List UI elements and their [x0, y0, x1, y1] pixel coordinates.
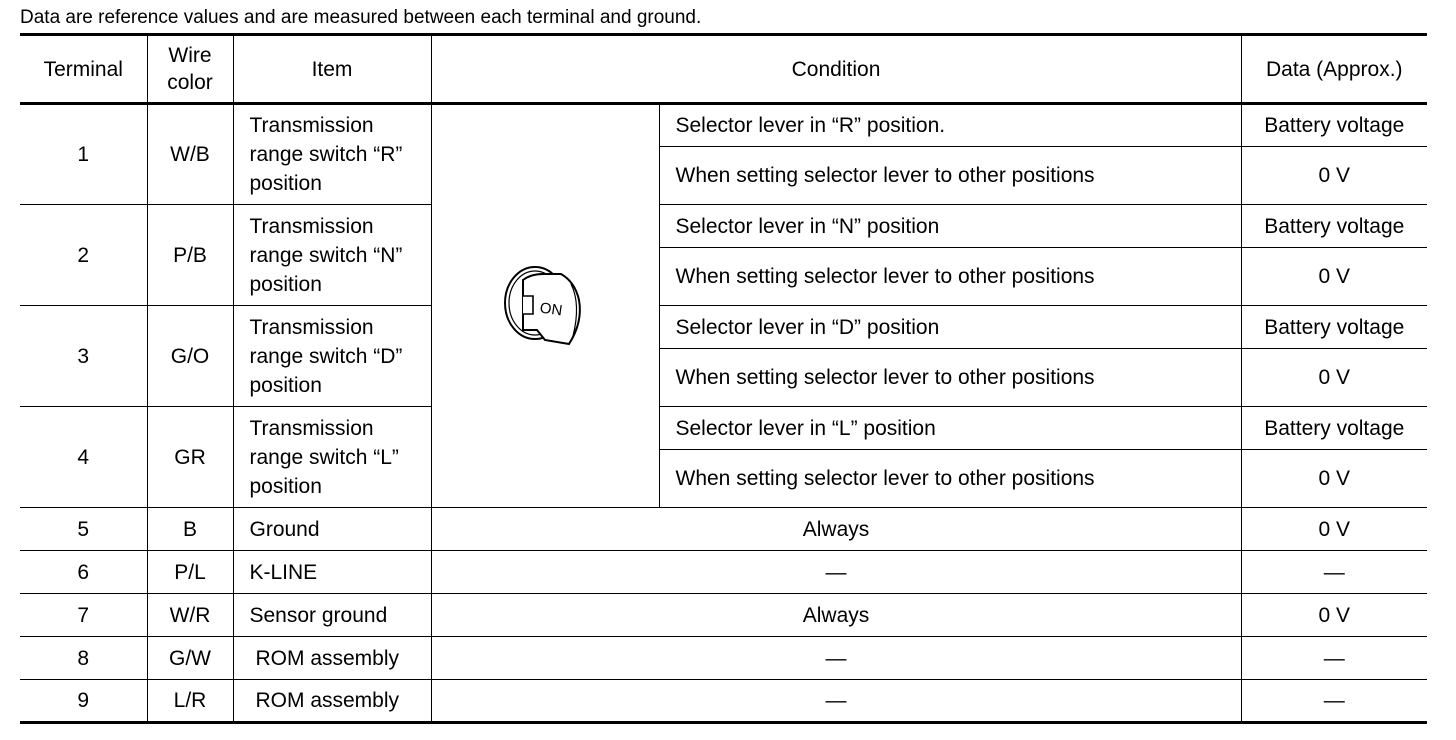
- item-line: Transmission: [249, 416, 374, 440]
- item-line: range switch “R”: [249, 143, 403, 166]
- item-line: position: [249, 474, 322, 498]
- condition-cell: —: [431, 637, 1241, 680]
- data-cell: 0 V: [1241, 594, 1427, 637]
- data-cell: Battery voltage: [1241, 306, 1427, 349]
- condition-cell: —: [431, 680, 1241, 723]
- item-cell: [233, 104, 431, 205]
- item-line: range switch “L”: [249, 445, 399, 469]
- table-row: [20, 680, 1427, 723]
- terminal-cell: 2: [20, 205, 147, 306]
- terminal-cell: 7: [20, 594, 147, 637]
- item-cell: [233, 306, 431, 407]
- item-line: position: [249, 373, 322, 397]
- item-line: range switch “D”: [249, 344, 403, 368]
- terminal-cell: 6: [20, 551, 147, 594]
- condition-cell: When setting selector lever to other positions: [659, 248, 1241, 306]
- condition-cell: Selector lever in “R” position.: [659, 104, 1241, 147]
- condition-cell: —: [431, 551, 1241, 594]
- item-line: Transmission: [249, 315, 374, 339]
- header-item: Item: [233, 35, 431, 104]
- terminal-cell: 8: [20, 637, 147, 680]
- data-cell: 0 V: [1241, 508, 1427, 551]
- table-row: [20, 407, 1427, 450]
- terminal-data-table: [20, 33, 1427, 724]
- item-line: position: [249, 172, 322, 195]
- terminal-cell: 4: [20, 407, 147, 508]
- condition-cell: When setting selector lever to other positions: [659, 450, 1241, 508]
- data-cell: —: [1241, 551, 1427, 594]
- header-wire-color-line2: color: [167, 71, 213, 94]
- item-line: Transmission: [249, 214, 374, 238]
- wire-color-cell: P/B: [147, 205, 233, 306]
- item-cell: K-LINE: [233, 551, 431, 594]
- wire-color-cell: G/O: [147, 306, 233, 407]
- ignition-key-cell: [431, 104, 659, 508]
- item-cell: [233, 205, 431, 306]
- item-line: Transmission: [249, 114, 374, 137]
- condition-cell: Selector lever in “L” position: [659, 407, 1241, 450]
- wire-color-cell: W/R: [147, 594, 233, 637]
- condition-cell: When setting selector lever to other positions: [659, 349, 1241, 407]
- data-cell: Battery voltage: [1241, 407, 1427, 450]
- item-cell: [233, 407, 431, 508]
- header-wire-color: [147, 35, 233, 104]
- condition-cell: Always: [431, 594, 1241, 637]
- terminal-cell: 1: [20, 104, 147, 205]
- table-row: [20, 594, 1427, 637]
- ignition-key-on-icon: [499, 260, 591, 352]
- table-caption: Data are reference values and are measured between each terminal and ground.: [20, 7, 702, 28]
- header-condition: Condition: [431, 35, 1241, 104]
- item-cell: Sensor ground: [233, 594, 431, 637]
- data-cell: 0 V: [1241, 450, 1427, 508]
- item-cell: Ground: [233, 508, 431, 551]
- header-data: Data (Approx.): [1241, 35, 1427, 104]
- wire-color-cell: GR: [147, 407, 233, 508]
- condition-cell: Always: [431, 508, 1241, 551]
- data-cell: 0 V: [1241, 248, 1427, 306]
- wire-color-cell: W/B: [147, 104, 233, 205]
- terminal-cell: 5: [20, 508, 147, 551]
- data-cell: —: [1241, 680, 1427, 723]
- data-cell: 0 V: [1241, 147, 1427, 205]
- table-row: [20, 205, 1427, 248]
- wire-color-cell: B: [147, 508, 233, 551]
- header-row: [20, 35, 1427, 104]
- header-terminal: Terminal: [20, 35, 147, 104]
- table-row: [20, 637, 1427, 680]
- table-row: [20, 306, 1427, 349]
- wire-color-cell: P/L: [147, 551, 233, 594]
- terminal-cell: 9: [20, 680, 147, 723]
- item-line: position: [249, 272, 322, 296]
- data-cell: —: [1241, 637, 1427, 680]
- terminal-cell: 3: [20, 306, 147, 407]
- key-on-label: ON: [538, 299, 564, 320]
- table-row: [20, 104, 1427, 147]
- wire-color-cell: L/R: [147, 680, 233, 723]
- header-wire-color-line1: Wire: [168, 44, 212, 67]
- condition-cell: Selector lever in “D” position: [659, 306, 1241, 349]
- item-cell: ROM assembly: [233, 680, 431, 723]
- condition-cell: When setting selector lever to other positions: [659, 147, 1241, 205]
- data-cell: 0 V: [1241, 349, 1427, 407]
- condition-cell: Selector lever in “N” position: [659, 205, 1241, 248]
- data-cell: Battery voltage: [1241, 205, 1427, 248]
- item-cell: ROM assembly: [233, 637, 431, 680]
- table-row: [20, 508, 1427, 551]
- item-line: range switch “N”: [249, 243, 403, 267]
- table-row: [20, 551, 1427, 594]
- data-cell: Battery voltage: [1241, 104, 1427, 147]
- wire-color-cell: G/W: [147, 637, 233, 680]
